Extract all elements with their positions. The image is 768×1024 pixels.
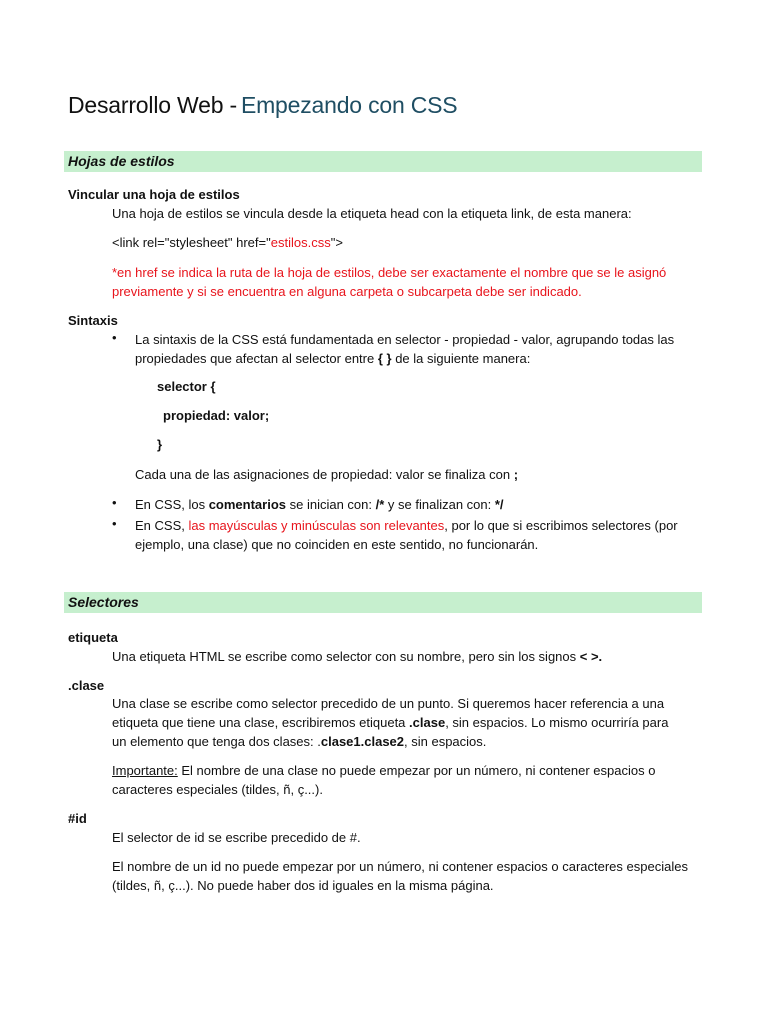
text-run: etiqueta que tiene una clase, escribiremos etiqueta [112, 715, 410, 730]
etiqueta-description [112, 647, 602, 666]
title-main: Desarrollo Web - [68, 92, 237, 118]
sintaxis-closing-note [135, 465, 518, 484]
code-suffix: "> [330, 235, 343, 250]
angle-brackets-bold: < >. [579, 649, 603, 664]
clase-important-line-2: caracteres especiales (tildes, ñ, ç...). [112, 782, 323, 797]
section-heading-hojas-de-estilos: Hojas de estilos [64, 151, 702, 172]
comment-close-bold: */ [494, 497, 504, 512]
text-run: un elemento que tenga dos clases: . [112, 734, 321, 749]
vincular-description: Una hoja de estilos se vincula desde la etiqueta head con la etiqueta link, de esta manera: [112, 206, 632, 221]
text-run: Una etiqueta HTML se escribe como selector con su nombre, pero sin los signos [112, 649, 580, 664]
href-note-line-2: previamente y si se encuentra en alguna carpeta o subcarpeta debe ser indicado. [112, 284, 582, 299]
bullet-icon: • [112, 516, 117, 531]
code-prefix: <link rel="stylesheet" href=" [112, 235, 271, 250]
clase1-clase2-bold: clase1.clase2 [320, 734, 405, 749]
section-heading-selectores: Selectores [64, 592, 702, 613]
code-selector-open: selector { [157, 379, 216, 394]
clase-line-1: Una clase se escribe como selector precedido de un punto. Si queremos hacer referencia a una [112, 696, 665, 711]
clase-bold: .clase [409, 715, 446, 730]
subheading-sintaxis: Sintaxis [68, 313, 118, 328]
semicolon-bold: ; [513, 467, 519, 482]
id-line-2: El nombre de un id no puede empezar por un número, ni contener espacios o caracteres especiales [112, 859, 688, 874]
bullet-icon: • [112, 330, 117, 345]
sintaxis-bullet-1-line-1: La sintaxis de la CSS está fundamentada en selector - propiedad - valor, agrupando todas las [135, 332, 675, 347]
id-line-1: El selector de id se escribe precedido de #. [112, 830, 361, 845]
comment-open-bold: /* [375, 497, 385, 512]
subheading-etiqueta: etiqueta [68, 630, 118, 645]
id-line-3: (tildes, ñ, ç...). No puede haber dos id iguales en la misma página. [112, 878, 494, 893]
sintaxis-bullet-comments [135, 495, 504, 514]
important-label: Importante: [112, 763, 178, 778]
subheading-vincular: Vincular una hoja de estilos [68, 187, 240, 202]
text-run: propiedades que afectan al selector entre [135, 351, 378, 366]
code-property-value: propiedad: valor; [163, 408, 270, 423]
subheading-clase: .clase [68, 678, 105, 693]
sintaxis-bullet-1-line-2 [135, 349, 530, 368]
code-filename: estilos.css [270, 235, 331, 250]
comentarios-bold: comentarios [208, 497, 287, 512]
text-run: , sin espacios. [404, 734, 487, 749]
text-run: Cada una de las asignaciones de propiedad: valor se finaliza con [135, 467, 514, 482]
text-run: En CSS, [135, 518, 189, 533]
sintaxis-bullet-case-line-1 [135, 516, 678, 535]
clase-important-line-1 [112, 761, 655, 780]
code-selector-close: } [157, 437, 163, 452]
text-run: , sin espacios. Lo mismo ocurriría para [445, 715, 669, 730]
title-accent: Empezando con CSS [240, 92, 458, 118]
text-run: , por lo que si escribimos selectores (por [444, 518, 678, 533]
subheading-id: #id [68, 811, 87, 826]
bullet-icon: • [112, 495, 117, 510]
text-run: En CSS, los [135, 497, 209, 512]
clase-line-2 [112, 713, 668, 732]
sintaxis-bullet-case-line-2: ejemplo, una clase) que no coinciden en este sentido, no funcionarán. [135, 537, 539, 552]
text-run: El nombre de una clase no puede empezar por un número, ni contener espacios o [177, 763, 656, 778]
case-sensitivity-highlight: las mayúsculas y minúsculas son relevantes [188, 518, 445, 533]
text-run: y se finalizan con: [384, 497, 495, 512]
text-run: se inician con: [286, 497, 376, 512]
braces-bold: { } [377, 351, 392, 366]
page-title [68, 92, 457, 119]
link-code-example [112, 233, 343, 252]
clase-line-3 [112, 732, 486, 751]
href-note-line-1: *en href se indica la ruta de la hoja de estilos, debe ser exactamente el nombre que se le asignó [112, 265, 667, 280]
text-run: de la siguiente manera: [391, 351, 531, 366]
